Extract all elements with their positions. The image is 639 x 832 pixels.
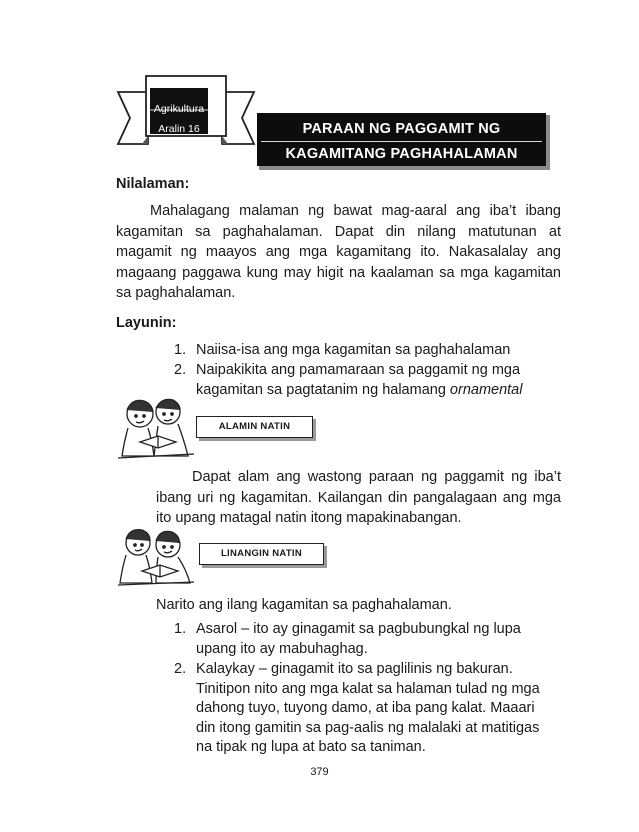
nilalaman-paragraph: [116, 201, 561, 304]
list-text: kagamitan sa pagtatanim ng halamang ornamental: [196, 382, 523, 398]
page-number: 379: [310, 766, 329, 778]
alamin-line: ito upang matagal natin itong mapakinabangan.: [156, 510, 462, 526]
alamin-natin-label: ALAMIN NATIN: [196, 416, 313, 438]
children-reading-illustration: [118, 396, 194, 462]
title-line-2: KAGAMITANG PAGHAHALAMAN: [285, 146, 518, 162]
nilalaman-line: magamit ng maayos ang mga kagamitang ito. Nakasalalay ang: [116, 244, 561, 260]
list-item: [174, 620, 564, 659]
list-text: upang ito ay mabuhaghag.: [196, 640, 368, 657]
list-item: [174, 340, 554, 360]
nilalaman-line: magaang paggawa kung may higit na kaalaman sa mga kagamitan: [116, 264, 561, 281]
alamin-paragraph: [156, 467, 561, 529]
lesson-label: Aralin 16: [158, 123, 200, 135]
linangin-natin-label: LINANGIN NATIN: [199, 543, 324, 565]
alamin-line: Dapat alam ang wastong paraan ng paggamit ng iba’t: [192, 469, 561, 485]
title-line-1: PARAAN NG PAGGAMIT NG: [302, 121, 501, 137]
layunin-list: [174, 340, 554, 400]
list-text: Naipakikita ang pamamaraan sa paggamit ng mga: [196, 362, 521, 378]
layunin-heading: Layunin:: [116, 315, 177, 331]
nilalaman-heading: Nilalaman:: [116, 176, 190, 192]
nilalaman-line: sa paghahalaman.: [116, 285, 236, 301]
kagamitan-list: [174, 620, 564, 758]
list-text: Naiisa-isa ang mga kagamitan sa paghahalaman: [196, 342, 511, 358]
children-studying-illustration: [118, 527, 194, 587]
alamin-line: ibang uri ng kagamitan. Kailangan din pangalagaan ang mga: [156, 489, 561, 506]
subject-label: Agrikultura: [153, 103, 205, 115]
list-text: Kalaykay – ginagamit ito sa paglilinis ng bakuran.: [196, 661, 513, 677]
list-item: [174, 660, 564, 758]
list-item: [174, 360, 554, 400]
list-text: dahong tuyo, tuyong damo, at iba pang kalat. Maaari: [196, 700, 535, 716]
lesson-title: [257, 113, 546, 166]
list-text: na tipak ng lupa at bato sa taniman.: [196, 739, 426, 755]
lesson-banner-ribbon: [116, 74, 256, 156]
list-number: 2.: [174, 362, 187, 378]
list-number: 2.: [174, 661, 187, 677]
nilalaman-line: Mahalagang malaman ng bawat mag-aaral ang iba’t ibang: [150, 203, 561, 219]
list-number: 1.: [174, 342, 187, 358]
list-text: Tinitipon nito ang mga kalat sa halaman tulad ng mga: [196, 680, 540, 697]
list-text: din itong gamitin sa pag-aalis ng malalaki at matitigas: [196, 719, 540, 736]
ornamental-italic: ornamental: [449, 382, 523, 398]
list-text: Asarol – ito ay ginagamit sa pagbubungkal ng lupa: [196, 621, 521, 637]
linangin-intro: Narito ang ilang kagamitan sa paghahalaman.: [156, 597, 452, 613]
list-number: 1.: [174, 621, 187, 637]
nilalaman-line: kagamitan sa paghahalaman. Dapat din nilang matutunan at: [116, 223, 561, 240]
